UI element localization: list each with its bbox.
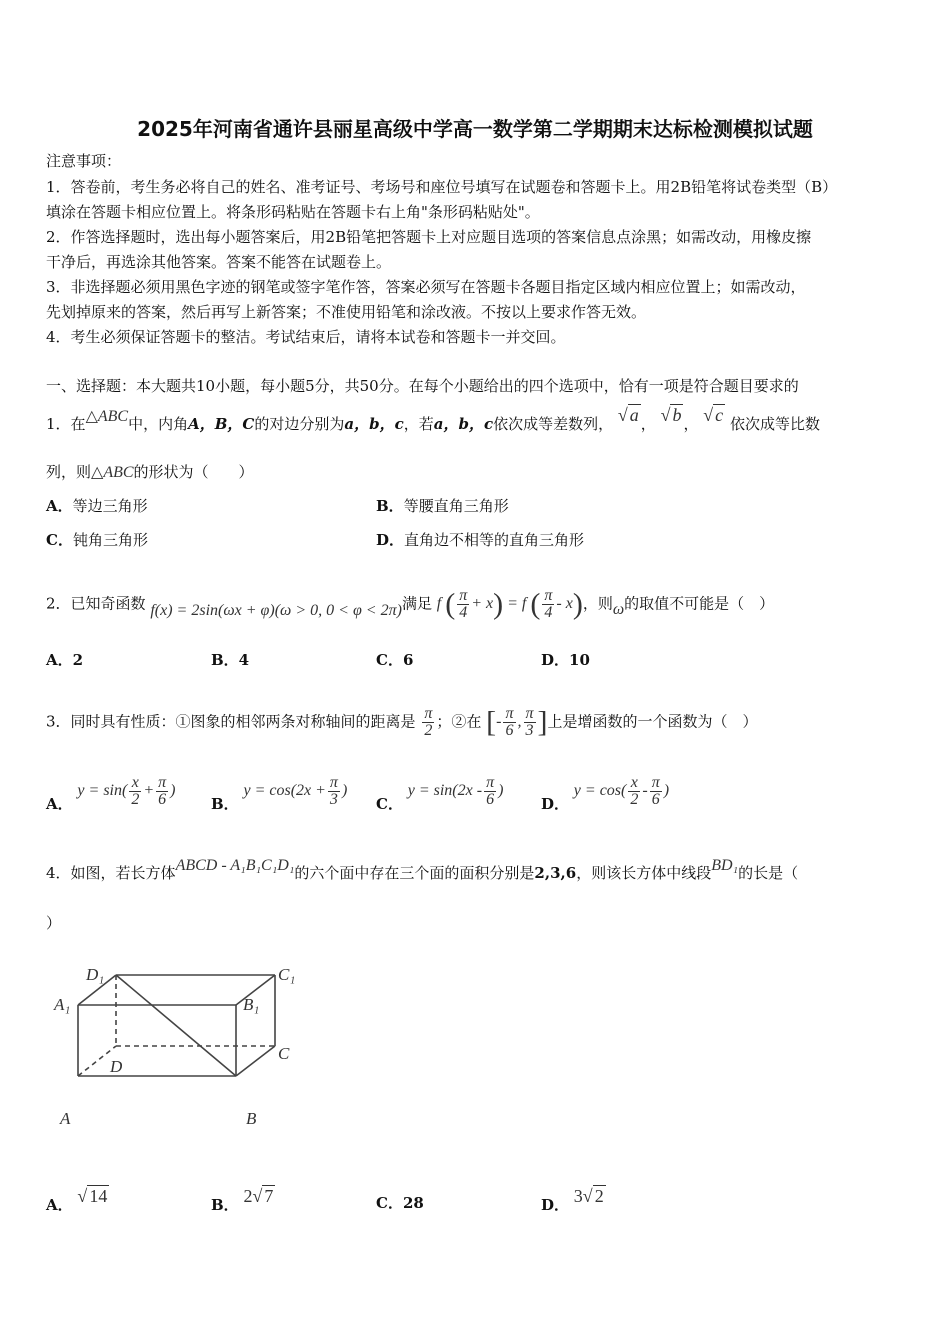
question-number: 4． [46, 864, 71, 882]
fraction [422, 706, 434, 739]
text: 的长是（ [738, 864, 799, 882]
math-term: ) [663, 782, 670, 800]
fraction [650, 775, 662, 808]
math-triangle: △ABC [91, 464, 134, 481]
label-d1: D₁ [86, 965, 105, 984]
text: ， [683, 415, 699, 433]
fraction [524, 706, 536, 739]
sqrt-c: √ c [703, 405, 724, 425]
radicand: 14 [89, 1186, 108, 1206]
numerator: π [486, 774, 495, 791]
text: 的对边分别为 [254, 415, 345, 433]
notice-line: 先划掉原来的答案，然后再写上新答案；不准使用铅笔和涂改液。不按以上要求作答无效。 [46, 303, 647, 321]
question-2 [46, 588, 774, 621]
denominator: 4 [544, 604, 553, 621]
option-text: 直角边不相等的直角三角形 [404, 531, 585, 549]
math-term: + [143, 782, 155, 800]
label-d: D [110, 1057, 123, 1076]
option-label: B． [211, 1196, 239, 1214]
page-title: 2025年河南省通许县丽星高级中学高一数学第二学期期末达标检测模拟试题 [137, 117, 813, 141]
question-3 [46, 706, 758, 739]
question-4-line-2: ） [46, 914, 62, 932]
option-label: D． [376, 531, 405, 549]
math-segment: BD₁ [711, 857, 739, 874]
math-term: , [517, 713, 522, 731]
q3-option-b[interactable] [211, 775, 347, 815]
text: ， [640, 415, 656, 433]
option-text: 钝角三角形 [72, 531, 148, 549]
fraction [628, 775, 640, 808]
math-term: + x [471, 595, 494, 613]
denominator: 3 [525, 722, 534, 739]
text: 依次成等比数 [729, 415, 820, 433]
option-label: C． [46, 531, 73, 549]
notice-line: 2．作答选择题时，选出每小题答案后，用2B铅笔把答题卡上对应题目选项的答案信息点涂黑；如需改动，用橡皮擦 [46, 228, 812, 246]
notice-heading: 注意事项： [46, 152, 122, 170]
math-f: f [436, 595, 442, 613]
edge-bc [236, 1046, 275, 1076]
label-a1: A₁ [54, 995, 71, 1014]
label-c: C [278, 1044, 290, 1063]
label-a: A [60, 1109, 71, 1128]
numerator: π [459, 587, 468, 604]
label-b1: B₁ [243, 995, 260, 1014]
denominator: 4 [459, 604, 468, 621]
option-label: D． [541, 1196, 570, 1214]
sqrt-b: √ b [660, 405, 682, 425]
q2-option-d[interactable]: D．10 [541, 651, 590, 669]
radicand: b [672, 405, 682, 425]
text: 依次成等差数列， [493, 415, 614, 433]
denominator: 6 [486, 791, 495, 808]
option-label: A． [46, 795, 73, 814]
option-formula [77, 774, 176, 808]
coefficient: 2 [243, 1186, 253, 1206]
diagonal-bd1 [116, 975, 236, 1076]
text: 满足 [401, 594, 432, 613]
math-vars: A，B，C [188, 415, 255, 433]
q3-option-c[interactable] [376, 775, 503, 815]
math-equation: f ( $\frac{\pi}{4}$ + x) = f ( $\frac{\pi}{4}$ - x) [436, 587, 583, 621]
math-term: - [642, 782, 648, 800]
math-term: - x [556, 595, 573, 613]
denominator: 3 [329, 791, 338, 808]
text: ；②在 [436, 712, 482, 731]
q3-option-a[interactable] [46, 775, 175, 815]
denominator: 2 [131, 791, 140, 808]
q1-option-c[interactable] [46, 529, 148, 551]
math-term: y = cos( [573, 782, 627, 800]
q1-option-b[interactable] [376, 495, 509, 517]
math-term: ) [170, 782, 176, 800]
option-text: 等腰直角三角形 [403, 497, 509, 515]
radicand: c [715, 405, 724, 425]
math-term: - [496, 713, 502, 731]
coefficient: 3 [573, 1186, 583, 1206]
fraction [328, 775, 340, 808]
q2-option-a[interactable]: A．2 [46, 651, 84, 669]
math-term: = f [507, 595, 527, 613]
numerator: π [544, 587, 553, 604]
option-label: C． [376, 795, 403, 814]
question-1-line-1 [46, 405, 820, 436]
denominator: 6 [505, 722, 514, 739]
denominator: 6 [651, 791, 660, 808]
numerator: π [424, 705, 433, 722]
numerator: π [525, 705, 534, 722]
option-label: A． [46, 497, 73, 515]
text: ，则 [582, 594, 613, 613]
numerator: π [651, 774, 660, 791]
fraction [542, 588, 554, 621]
math-term: ) [498, 782, 504, 800]
fraction [503, 706, 515, 739]
q4-option-b[interactable] [211, 1185, 275, 1216]
math-function: f(x) = 2sin(ωx + φ)(ω > 0, 0 < φ < 2π) [150, 601, 402, 619]
option-label: B． [376, 497, 404, 515]
radicand: 2 [594, 1186, 604, 1206]
denominator: 2 [424, 722, 433, 739]
math-term: ) [341, 782, 348, 800]
q2-option-c[interactable]: C．6 [376, 651, 414, 669]
fraction [129, 775, 141, 808]
text: ，若 [403, 415, 434, 433]
q1-option-d[interactable] [376, 529, 584, 551]
option-text: 等边三角形 [72, 497, 148, 515]
radicand: 7 [264, 1186, 274, 1206]
math-triangle: △ABC [85, 408, 129, 425]
notice-line: 4．考生必须保证答题卡的整洁。考试结束后，请将本试卷和答题卡一并交回。 [46, 328, 566, 346]
text: 的取值不可能是（ ） [624, 594, 775, 613]
question-number: 2． [46, 594, 71, 613]
cuboid-figure [46, 960, 306, 1150]
math-term: y = sin( [77, 782, 128, 800]
text: ，则该长方体中线段 [576, 864, 712, 882]
question-4-line-1 [46, 857, 799, 885]
numerator: π [158, 774, 167, 791]
fraction [156, 775, 168, 808]
text: 已知奇函数 [70, 594, 146, 613]
option-formula [573, 774, 670, 808]
math-areas: 2,3,6 [534, 864, 577, 882]
text: 中，内角 [128, 415, 189, 433]
math-term: y = sin(2x - [407, 782, 483, 800]
option-label: B． [211, 795, 239, 814]
fraction [457, 588, 469, 621]
q4-option-c[interactable]: C．28 [376, 1194, 424, 1212]
notice-line: 填涂在答题卡相应位置上。将条形码粘贴在答题卡右上角"条形码粘贴处"。 [46, 203, 540, 221]
math-term: y = cos(2x + [243, 782, 326, 800]
q2-option-b[interactable]: B．4 [211, 651, 250, 669]
sqrt-a: √ a [617, 405, 639, 425]
q4-option-d[interactable] [541, 1185, 606, 1216]
section-heading: 一、选择题：本大题共10小题，每小题5分，共50分。在每个小题给出的四个选项中，恰有一项是符合题目要求的 [46, 377, 799, 395]
question-number: 3． [46, 712, 71, 731]
text: 在 [70, 415, 86, 433]
numerator: x [628, 775, 640, 792]
math-omega: ω [612, 600, 625, 618]
numerator: π [329, 774, 338, 791]
fraction [484, 775, 496, 808]
notice-line: 1．答卷前，考生务必将自己的姓名、准考证号、考场号和座位号填写在试题卷和答题卡上。用2B铅笔将试卷类型（B） [46, 178, 838, 196]
q4-option-a[interactable] [46, 1185, 109, 1216]
option-label: D． [541, 795, 570, 814]
option-formula [407, 774, 504, 808]
label-c1: C₁ [278, 965, 296, 984]
label-b: B [246, 1109, 257, 1128]
q3-option-d[interactable] [541, 775, 669, 815]
text: 的形状为（ ） [133, 463, 254, 481]
text: 如图，若长方体 [70, 864, 176, 882]
option-formula [243, 774, 348, 808]
math-interval: [- $\frac{\pi}{6}$ , $\frac{\pi}{3}$ ] [486, 705, 548, 739]
math-vars: a，b，c [344, 415, 404, 433]
notice-line: 干净后，再选涂其他答案。答案不能答在试题卷上。 [46, 253, 392, 271]
radicand: a [629, 405, 639, 425]
numerator: x [129, 775, 141, 792]
math-vars: a，b，c [433, 415, 494, 433]
numerator: π [505, 705, 514, 722]
q1-option-a[interactable] [46, 495, 148, 517]
sqrt-14: √ 14 [77, 1186, 108, 1206]
question-number: 1． [46, 415, 71, 433]
text: 同时具有性质：①图象的相邻两条对称轴间的距离是 [70, 712, 416, 731]
sqrt-2-7: 2√ 7 [243, 1186, 274, 1206]
denominator: 6 [158, 791, 167, 808]
option-label: A． [46, 1196, 73, 1214]
notice-line: 3．非选择题必须用黑色字迹的钢笔或签字笔作答，答案必须写在答题卡各题目指定区域内相应位置上；如需改动， [46, 278, 806, 296]
text: 的六个面中存在三个面的面积分别是 [294, 864, 535, 882]
denominator: 2 [630, 791, 639, 808]
question-1-line-2 [46, 461, 254, 484]
math-box: ABCD - A₁B₁C₁D₁ [175, 857, 295, 874]
text: 列，则 [46, 463, 92, 481]
text: 上是增函数的一个函数为（ ） [547, 712, 758, 731]
sqrt-3-2: 3√ 2 [573, 1186, 604, 1206]
